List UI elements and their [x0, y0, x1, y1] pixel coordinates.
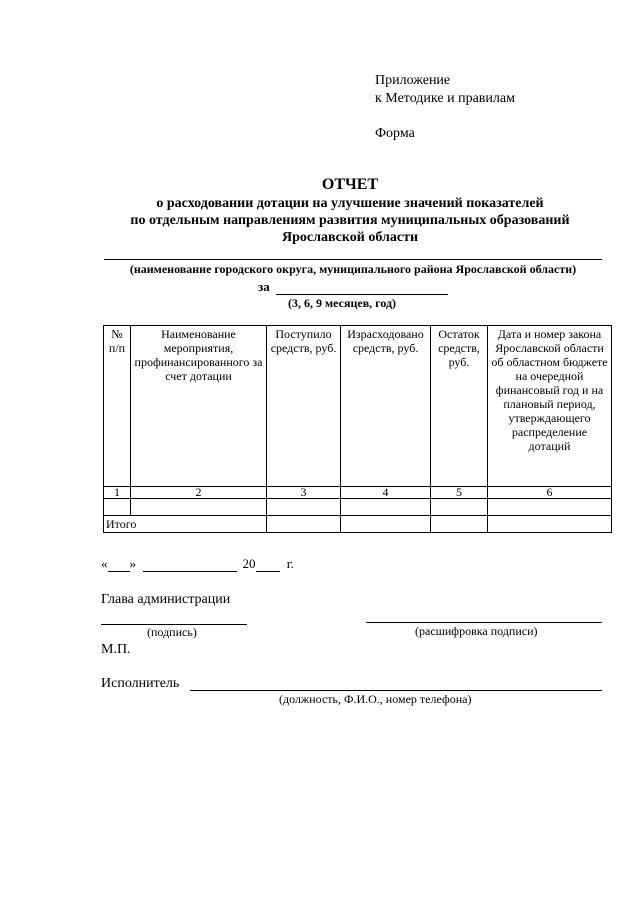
header-cell: Остаток средств, руб.	[431, 326, 488, 487]
header-cell: Израсходовано средств, руб.	[341, 326, 431, 487]
period-prefix: за	[258, 279, 270, 294]
column-number: 1	[104, 487, 131, 499]
header-cell: Наименование мероприятия, профинансированного за счет дотации	[131, 326, 267, 487]
column-number: 6	[488, 487, 612, 499]
stamp-label: М.П.	[101, 642, 131, 657]
column-number: 2	[131, 487, 267, 499]
month-blank	[143, 559, 237, 572]
table-cell	[131, 499, 267, 516]
year-prefix: 20	[242, 556, 256, 571]
column-number: 4	[341, 487, 431, 499]
table-header-row	[104, 326, 612, 487]
table-cell	[488, 499, 612, 516]
year-blank	[256, 559, 280, 572]
executor-line	[190, 690, 602, 691]
table-cell	[488, 516, 612, 533]
column-number: 3	[267, 487, 341, 499]
date-close-quote: »	[129, 556, 136, 571]
appendix-note	[375, 72, 515, 108]
date-line	[101, 556, 294, 572]
total-row	[104, 516, 612, 533]
head-of-administration-label: Глава администрации	[101, 592, 231, 607]
year-suffix: г.	[286, 556, 294, 571]
appendix-line-2: к Методике и правилам	[375, 91, 515, 106]
period-caption: (3, 6, 9 месяцев, год)	[288, 296, 397, 310]
title-line-2: по отдельным направлениям развития муниципальных образований	[130, 213, 570, 228]
column-number: 5	[431, 487, 488, 499]
decoding-caption: (расшифровка подписи)	[415, 624, 538, 638]
report-title	[90, 176, 610, 246]
municipality-caption: (наименование городского округа, муниципального района Ярославской области)	[129, 262, 577, 276]
table-cell	[341, 516, 431, 533]
title-line-1: о расходовании дотации на улучшение значений показателей	[156, 196, 544, 211]
total-label: Итого	[104, 516, 267, 533]
header-cell: № п/п	[104, 326, 131, 487]
municipality-line	[104, 259, 602, 260]
date-open-quote: «	[101, 556, 108, 571]
header-cell: Дата и номер закона Ярославской области об областном бюджете на очередной финансовый год и на плановый период, утверждающего распределение дотаций	[488, 326, 612, 487]
title-main: ОТЧЕТ	[321, 176, 379, 193]
header-cell: Поступило средств, руб.	[267, 326, 341, 487]
title-line-3: Ярославской области	[281, 230, 419, 245]
table-cell	[431, 499, 488, 516]
table-cell	[267, 499, 341, 516]
table-cell	[104, 499, 131, 516]
column-number-row	[104, 487, 612, 499]
appendix-line-1: Приложение	[375, 73, 451, 88]
period-row	[258, 279, 448, 295]
table-cell	[431, 516, 488, 533]
table-cell	[341, 499, 431, 516]
executor-label: Исполнитель	[101, 676, 180, 691]
executor-caption: (должность, Ф.И.О., номер телефона)	[279, 692, 472, 706]
table-cell	[267, 516, 341, 533]
day-blank	[108, 559, 130, 572]
table-row	[104, 499, 612, 516]
signature-caption: (подпись)	[147, 625, 197, 639]
decoding-line	[366, 622, 602, 623]
period-line	[276, 283, 448, 295]
form-label: Форма	[375, 126, 415, 141]
report-table	[103, 325, 612, 533]
